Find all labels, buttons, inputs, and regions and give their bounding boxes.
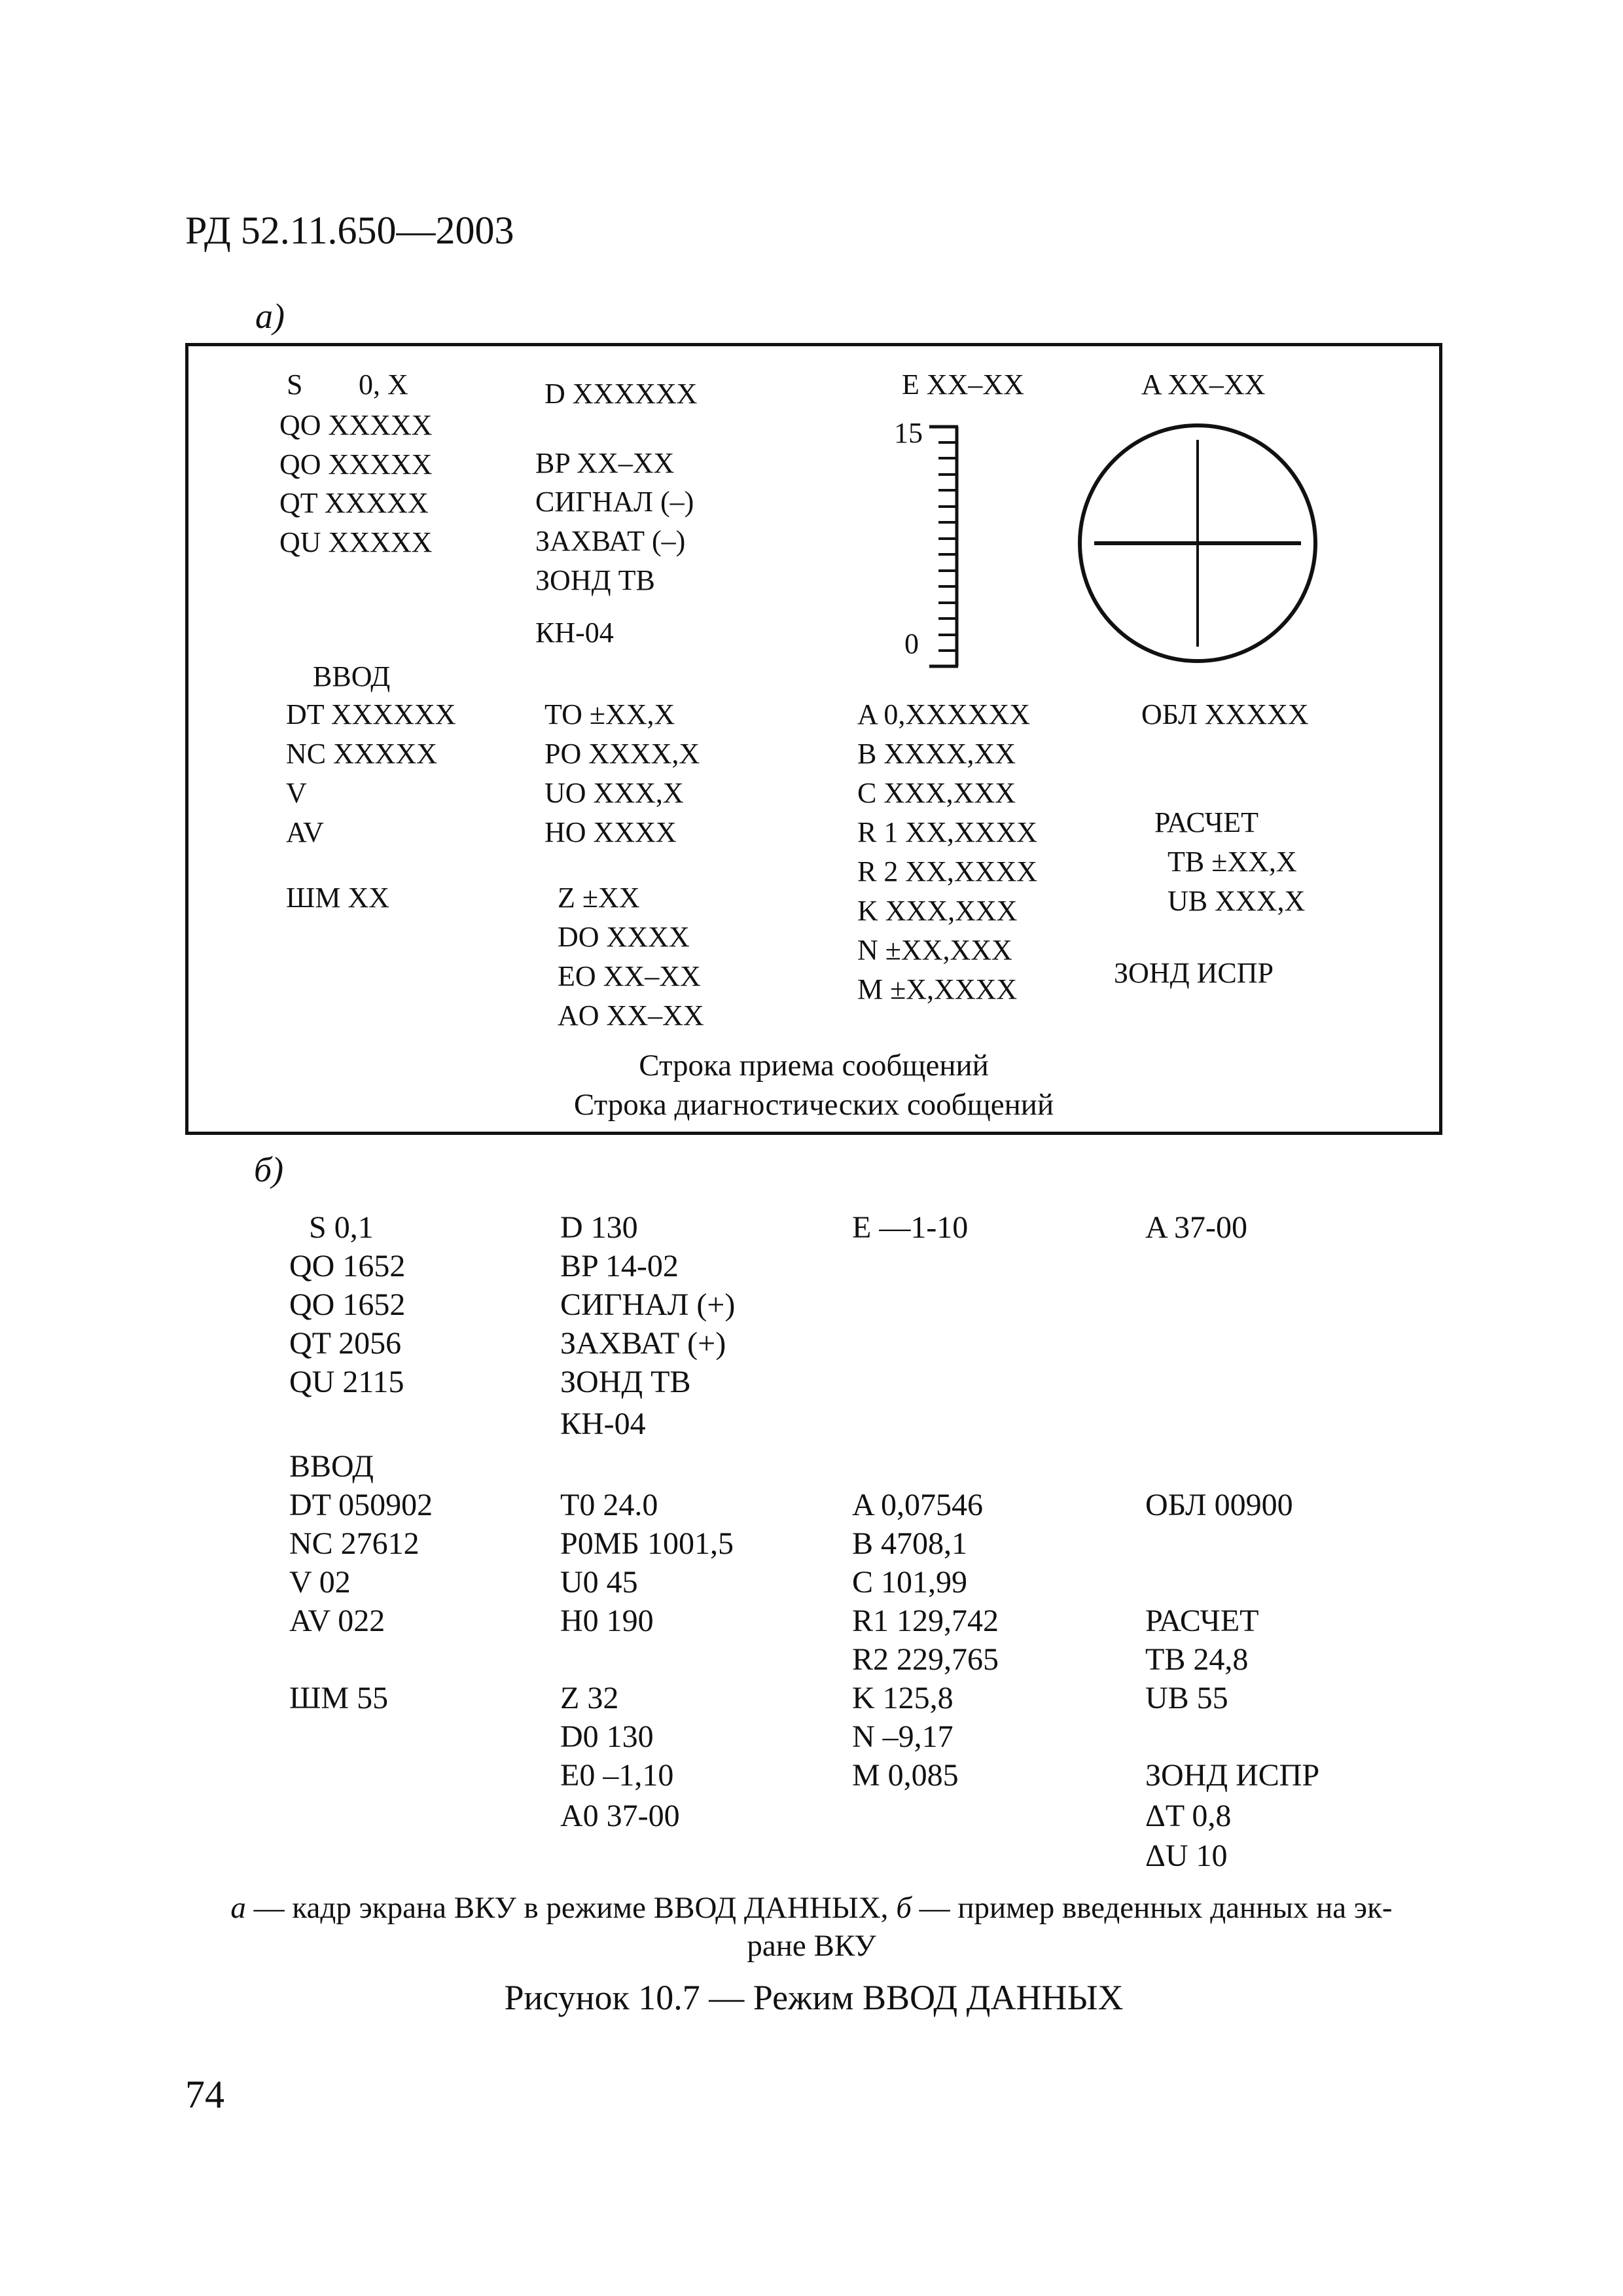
caption-a-mark: а (230, 1891, 246, 1925)
example-coef-c: C 101,99 (852, 1565, 968, 1600)
screen-nc: NC XXXXX (286, 738, 437, 770)
screen-av: AV (286, 816, 324, 848)
example-signal: СИГНАЛ (+) (560, 1287, 736, 1322)
example-k: K 125,8 (852, 1681, 954, 1715)
screen-s-label: S (287, 368, 303, 401)
elevation-scale-icon (927, 419, 963, 674)
screen-s-value: 0, X (359, 368, 408, 401)
figure-part-a-label: a) (255, 296, 285, 336)
example-delta-t: ΔT 0,8 (1145, 1799, 1232, 1833)
example-n: N –9,17 (852, 1719, 954, 1754)
example-t0: T0 24.0 (560, 1488, 658, 1522)
example-v: V 02 (289, 1565, 351, 1600)
screen-kn: КН-04 (535, 617, 614, 649)
example-e0: E0 –1,10 (560, 1758, 674, 1793)
example-coef-b: B 4708,1 (852, 1526, 968, 1561)
example-d0: D0 130 (560, 1719, 654, 1754)
screen-calc-title: РАСЧЕТ (1154, 806, 1259, 838)
screen-v: V (286, 777, 307, 809)
example-a0: A0 37-00 (560, 1799, 680, 1833)
screen-do: DO XXXX (558, 921, 690, 953)
example-ub: UB 55 (1145, 1681, 1228, 1715)
example-kn: КН-04 (560, 1407, 646, 1441)
example-qo-2: QO 1652 (289, 1287, 406, 1322)
example-coef-a: A 0,07546 (852, 1488, 984, 1522)
example-shm: ШМ 55 (289, 1681, 389, 1715)
screen-vr: BP XX–XX (535, 447, 675, 479)
example-dt: DT 050902 (289, 1488, 433, 1522)
screen-m: M ±X,XXXX (857, 973, 1018, 1005)
screen-input-title: ВВОД (313, 660, 391, 692)
example-obl: ОБЛ 00900 (1145, 1488, 1293, 1522)
example-r2: R2 229,765 (852, 1642, 999, 1677)
figure-caption-line-1 (180, 1889, 1443, 1927)
screen-azimuth: A XX–XX (1141, 368, 1266, 401)
example-z: Z 32 (560, 1681, 619, 1715)
example-probe-ok: ЗОНД ИСПР (1145, 1758, 1320, 1793)
example-r1: R1 129,742 (852, 1604, 999, 1638)
example-delta-u: ΔU 10 (1145, 1839, 1228, 1873)
example-e: E —1-10 (852, 1210, 969, 1245)
screen-po: PO XXXX,X (544, 738, 700, 770)
example-u0: U0 45 (560, 1565, 638, 1600)
screen-to: TO ±XX,X (544, 698, 675, 730)
screen-z: Z ±XX (558, 882, 640, 914)
screen-shm: ШМ XX (286, 882, 390, 914)
example-capture: ЗАХВАТ (+) (560, 1326, 726, 1361)
message-receive-line: Строка приема сообщений (639, 1049, 989, 1083)
caption-a-text: — кадр экрана ВКУ в режиме ВВОД ДАННЫХ, (245, 1891, 897, 1925)
screen-e: E XX–XX (902, 368, 1024, 401)
example-calc-title: РАСЧЕТ (1145, 1604, 1259, 1638)
example-qu: QU 2115 (289, 1365, 404, 1399)
example-nc: NC 27612 (289, 1526, 419, 1561)
example-p0: P0МБ 1001,5 (560, 1526, 734, 1561)
example-tb: TB 24,8 (1145, 1642, 1249, 1677)
figure-caption-line-2: ране ВКУ (747, 1929, 876, 1963)
example-qt: QT 2056 (289, 1326, 402, 1361)
figure-caption (180, 1889, 1443, 1965)
screen-dt: DT XXXXXX (286, 698, 456, 730)
example-s: S 0,1 (309, 1210, 374, 1245)
screen-qt: QT XXXXX (279, 487, 429, 519)
screen-qo-2: QO XXXXX (279, 448, 433, 480)
figure-part-b-label: б) (254, 1150, 284, 1189)
example-d: D 130 (560, 1210, 638, 1245)
example-h0: H0 190 (560, 1604, 654, 1638)
screen-probe-ok: ЗОНД ИСПР (1114, 957, 1274, 989)
scale-min-label: 0 (904, 628, 919, 660)
screen-coef-b: B XXXX,XX (857, 738, 1016, 770)
screen-eo: EO XX–XX (558, 960, 701, 992)
screen-ao: AO XX–XX (558, 999, 704, 1031)
screen-capture: ЗАХВАТ (–) (535, 525, 686, 557)
screen-tb: TB ±XX,X (1168, 846, 1297, 878)
figure-title: Рисунок 10.7 — Режим ВВОД ДАННЫХ (504, 1978, 1124, 2017)
example-vr: BP 14-02 (560, 1249, 679, 1283)
screen-d: D XXXXXX (544, 378, 698, 410)
screen-message-lines (185, 1046, 1442, 1124)
caption-b-mark: б (896, 1891, 912, 1925)
screen-signal: СИГНАЛ (–) (535, 486, 694, 518)
caption-b-text: — пример введенных данных на эк- (911, 1891, 1393, 1925)
scale-max-label: 15 (894, 417, 923, 449)
screen-qo-1: QO XXXXX (279, 409, 433, 441)
screen-r1: R 1 XX,XXXX (857, 816, 1037, 848)
example-qo-1: QO 1652 (289, 1249, 406, 1283)
screen-obl: ОБЛ XXXXX (1141, 698, 1309, 730)
example-m: M 0,085 (852, 1758, 959, 1793)
azimuth-crosshair-icon (1073, 419, 1322, 668)
example-probe: ЗОНД ТВ (560, 1365, 691, 1399)
screen-n: N ±XX,XXX (857, 934, 1012, 966)
screen-qu: QU XXXXX (279, 526, 433, 558)
screen-ub: UB XXX,X (1168, 885, 1306, 917)
example-azimuth: A 37-00 (1145, 1210, 1247, 1245)
screen-r2: R 2 XX,XXXX (857, 855, 1037, 888)
page-number: 74 (185, 2073, 224, 2116)
screen-coef-a: A 0,XXXXXX (857, 698, 1030, 730)
screen-coef-c: C XXX,XXX (857, 777, 1016, 809)
screen-uo: UO XXX,X (544, 777, 684, 809)
document-header: РД 52.11.650—2003 (185, 209, 514, 252)
example-av: AV 022 (289, 1604, 385, 1638)
screen-probe: ЗОНД ТВ (535, 564, 655, 596)
screen-k: K XXX,XXX (857, 895, 1018, 927)
screen-ho: HO XXXX (544, 816, 677, 848)
diagnostic-message-line: Строка диагностических сообщений (573, 1088, 1054, 1122)
example-input-title: ВВОД (289, 1449, 374, 1484)
